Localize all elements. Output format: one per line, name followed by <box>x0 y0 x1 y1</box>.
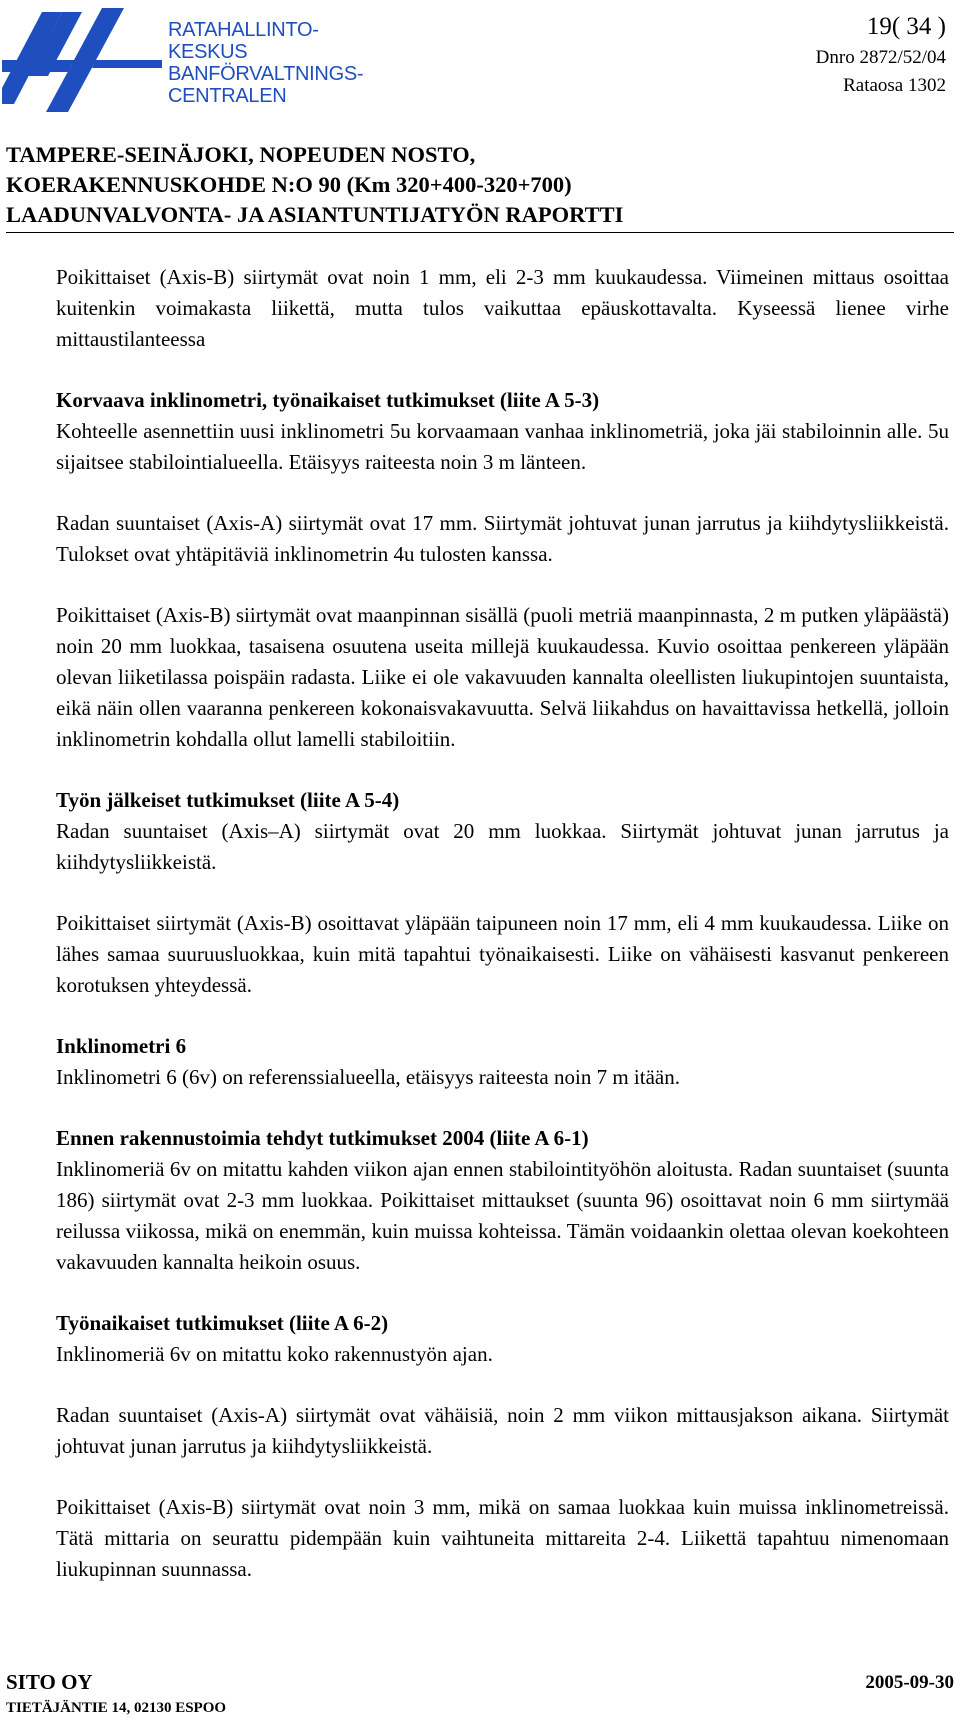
page-number: 19( 34 ) <box>866 13 946 40</box>
report-title <box>6 140 954 233</box>
org-line: BANFÖRVALTNINGS- <box>168 63 364 85</box>
dnro: Dnro 2872/52/04 <box>815 47 946 68</box>
paragraph: Radan suuntaiset (Axis-A) siirtymät ovat 17 mm. Siirtymät johtuvat junan jarrutus ja kiihdytysliikkeistä. Tulokset ovat yhtäpitäviä inklinometrin 4u tulosten kanssa. <box>56 511 949 566</box>
organization-name <box>168 19 363 107</box>
paragraph: Kohteelle asennettiin uusi inklinometri 5u korvaamaan vanhaa inklinometriä, joka jäi stabiloinnin alle. 5u sijaitsee stabilointialueella. Etäisyys raiteesta noin 3 m länteen. <box>56 419 949 474</box>
section-heading: Ennen rakennustoimia tehdyt tutkimukset 2004 (liite A 6-1) <box>56 1126 589 1150</box>
paragraph: Poikittaiset (Axis-B) siirtymät ovat noin 3 mm, mikä on samaa luokkaa kuin muissa inklinometreissä. Tätä mittaria on seurattu pidempään kuin vaihtuneita mittareita 2-4. Liikettä tapahtuu nimenomaan liukupinnan suunnassa. <box>56 1495 949 1581</box>
company-name: SITO OY <box>6 1670 93 1694</box>
document-meta <box>816 10 946 100</box>
title-line: TAMPERE-SEINÄJOKI, NOPEUDEN NOSTO, <box>6 142 476 167</box>
paragraph: Inklinometri 6 (6v) on referenssialueella, etäisyys raiteesta noin 7 m itään. <box>56 1065 680 1089</box>
paragraph: Inklinomeriä 6v on mitattu koko rakennustyön ajan. <box>56 1342 493 1366</box>
company-address: TIETÄJÄNTIE 14, 02130 ESPOO <box>6 1700 227 1716</box>
section-heading: Korvaava inklinometri, työnaikaiset tutkimukset (liite A 5-3) <box>56 388 600 412</box>
org-line: CENTRALEN <box>168 85 287 107</box>
document-date: 2005-09-30 <box>865 1672 954 1693</box>
paragraph: Inklinomeriä 6v on mitattu kahden viikon ajan ennen stabilointityöhön aloitusta. Radan suuntaiset (suunta 186) siirtymät ovat 2-3 mm luokkaa. Poikittaiset mittaukset (suunta 96) osoittavat noin 6 mm siirtymää reilussa viikossa, mikä on enemmän, kuin muissa kohteissa. Tämän voidaankin olettaa olevan koekohteen vakavuuden kannalta heikoin osuus. <box>56 1157 949 1274</box>
section-heading: Työnaikaiset tutkimukset (liite A 6-2) <box>56 1311 389 1335</box>
org-line: KESKUS <box>168 41 248 63</box>
rataosa: Rataosa 1302 <box>843 75 946 96</box>
rhk-logo-icon <box>2 4 162 112</box>
section-heading: Työn jälkeiset tutkimukset (liite A 5-4) <box>56 788 400 812</box>
org-line: RATAHALLINTO- <box>168 19 319 41</box>
paragraph: Poikittaiset (Axis-B) siirtymät ovat maanpinnan sisällä (puoli metriä maanpinnasta, 2 m putken yläpäästä) noin 20 mm luokkaa, tasaisena osuutena useita millejä kuukaudessa. Kuvio osoittaa penkereen yläpään olevan liiketilassa poispäin radasta. Liike ei ole vakavuuden kannalta oleellisten liukupintojen suuntaista, eikä näin ollen vaaranna penkereen kokonaisvakavuutta. Selvä liikahdus on havaittavissa hetkellä, jolloin inklinometrin kohdalla ollut lamelli stabiloitiin. <box>56 603 949 751</box>
paragraph: Poikittaiset (Axis-B) siirtymät ovat noin 1 mm, eli 2-3 mm kuukaudessa. Viimeinen mittaus osoittaa kuitenkin voimakasta liikettä, mutta tulos vaikuttaa epäuskottavalta. Kyseessä lienee virhe mittaustilanteessa <box>56 265 949 351</box>
body-text <box>56 262 949 1585</box>
paragraph: Poikittaiset siirtymät (Axis-B) osoittavat yläpään taipuneen noin 17 mm, eli 4 mm kuukaudessa. Liike on lähes samaa suuruusluokkaa, kuin mitä tapahtui työnaikaisesti. Liike on vähäisesti kasvanut penkereen korotuksen yhteydessä. <box>56 911 949 997</box>
paragraph: Radan suuntaiset (Axis–A) siirtymät ovat 20 mm luokkaa. Siirtymät johtuvat junan jarrutus ja kiihdytysliikkeistä. <box>56 819 949 874</box>
title-line: KOERAKENNUSKOHDE N:O 90 (Km 320+400-320+700) <box>6 172 572 197</box>
section-heading: Inklinometri 6 <box>56 1034 187 1058</box>
title-line: LAADUNVALVONTA- JA ASIANTUNTIJATYÖN RAPORTTI <box>6 202 624 227</box>
paragraph: Radan suuntaiset (Axis-A) siirtymät ovat vähäisiä, noin 2 mm viikon mittausjakson aikana. Siirtymät johtuvat junan jarrutus ja kiihdytysliikkeistä. <box>56 1403 949 1458</box>
